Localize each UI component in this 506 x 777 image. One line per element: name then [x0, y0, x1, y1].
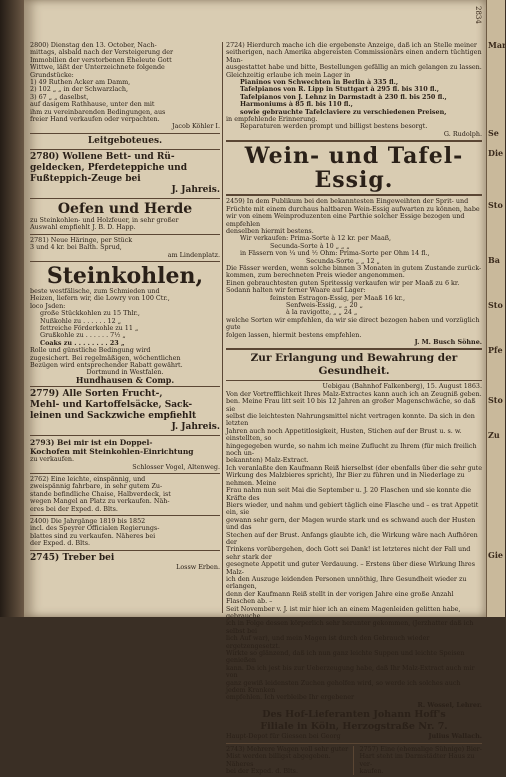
- ad-manure: [226, 746, 354, 776]
- text-line: Trinkens vorübergehen, doch Gott sei Dank! ist letzteres nicht der Fall und sehr stark der: [226, 545, 471, 561]
- text-line: Kochofen mit Steinkohlen-Einrichtung: [30, 447, 194, 457]
- text-line: Pianinos von Schwechten in Berlin à 335 fl.,: [240, 78, 399, 87]
- signature: Jacob Köhler I.: [172, 122, 220, 131]
- text-fragment: Sto: [488, 300, 503, 310]
- signature: Lossw Erben.: [176, 562, 220, 571]
- text-fragment: Gie: [488, 550, 503, 560]
- text-line: Haupt-Depot für Giessen bei Georg: [226, 732, 341, 741]
- text-fragment: Die: [488, 148, 504, 158]
- ad-title: Zur Erlangung und Bewahrung der Gesundheit.: [250, 352, 458, 378]
- text-line: kommen, zum berechneten Preis wieder angenommen.: [226, 271, 405, 280]
- text-line: bei der Exped. d. Blts.: [226, 766, 298, 775]
- text-line: ausgestattet habe und bitte, Bestellungen gefällig an mich gelangen zu lassen.: [226, 63, 482, 72]
- text-line: gewann sehr gern, der Magen wurde stark und es schwand auch der Husten und das: [226, 515, 476, 532]
- text-fragment: Zu: [488, 430, 500, 440]
- headline: Wein- und Tafel-Essig.: [244, 143, 464, 194]
- text-line: zweispännig fahrbare, in sehr gutem Zu-: [30, 482, 163, 491]
- divider: [30, 261, 220, 262]
- divider: [226, 348, 482, 350]
- text-line: Mist werden billigst abgegeben. Näheres: [226, 752, 331, 768]
- text-line: 2762) Eine leichte, einspännig, und: [30, 475, 146, 483]
- ad-chaise: [30, 476, 220, 513]
- text-line: Gleichzeitig erlaube ich mein Lager in: [226, 70, 351, 79]
- text-line: selbst die leichtesten Nahrungsmittel nicht vertragen konnte. Da sich in den letzten: [226, 412, 475, 428]
- ad-blankets: [30, 152, 220, 196]
- text-line: 2724) Hierdurch mache ich die ergebenste Anzeige, daß ich an Stelle meiner: [226, 41, 477, 49]
- ad-treber: [30, 553, 220, 571]
- text-line: eres bei der Exped. d. Blts.: [30, 504, 118, 513]
- ad-gazette: [30, 518, 220, 548]
- text-line: Wittwe, läßt der Unterzeichnete folgende: [30, 63, 165, 72]
- signature: Schlosser Vogel, Altenweg.: [132, 462, 220, 471]
- text-line: Dortmund in Westfalen.: [86, 368, 164, 377]
- page-number: 2834: [474, 6, 482, 24]
- text-line: 2) 102 „ „ in der Schwarzlach,: [30, 85, 129, 94]
- ad-stoves: [30, 201, 220, 232]
- text-line: Von der Vortrefflichkeit Ihres Malz-Extractes kann auch ich an Zeugniß geben.: [226, 389, 482, 398]
- text-line: Grundstücke:: [30, 70, 74, 79]
- text-line: zu verkaufen.: [30, 455, 75, 464]
- text-line: wir von einem Weinproduzenten eine Parthie solcher Essige bezogen und empfehlen: [226, 212, 465, 228]
- price-line: Coaks zu . . . . . . . . 23 „: [40, 338, 125, 347]
- ad-malt-extract: [226, 383, 482, 740]
- signature: G. Rudolph.: [443, 129, 482, 138]
- text-line: Hart steht im Darmstädter Haus zu ver-: [359, 752, 475, 768]
- ad-vinegar: [226, 198, 482, 346]
- price-line: Nußkohle zu . . . . . . 12 „: [40, 316, 122, 325]
- text-line: 2459) In dem Publikum bei den bekanntesten Eingeweihten der Sprit- und: [226, 197, 469, 206]
- newspaper-page: [24, 0, 486, 775]
- text-line: folgen lassen, hiermit bestens empfehlen.: [226, 330, 362, 339]
- divider: [226, 743, 482, 744]
- divider: [30, 435, 220, 436]
- price-line: fettreiche Förderkohle zu 11 „: [40, 323, 139, 332]
- text-line: Fußteppich-Zeuge bei: [30, 173, 141, 184]
- text-line: freier Hand verkaufen oder verpachten.: [30, 115, 160, 124]
- divider: [30, 149, 220, 150]
- signature: J. Jahreis.: [171, 422, 220, 433]
- text-line: Einen gebrauchtesten guten Spritessig verkaufen wir per Maaß zu 6 kr.: [226, 278, 460, 287]
- text-line: Filiale in Köln, Herzogstraße Nr. 7.: [260, 721, 448, 733]
- text-line: loco Jsden:: [30, 301, 66, 310]
- divider: [30, 133, 220, 134]
- text-line: Jahren auch noch Appetitlosigkeit, Husten, Stichen auf der Brust u. s. w. einstellten, so: [226, 426, 462, 443]
- text-line: 1) 49 Ruthen Acker am Damm,: [30, 78, 131, 87]
- book-binding: [0, 0, 24, 617]
- text-line: Reparaturen werden prompt und billigst bestens besorgt.: [240, 122, 428, 131]
- text-line: 2781) Neue Häringe, per Stück: [30, 235, 133, 244]
- text-fragment: Sto: [488, 395, 503, 405]
- text-fragment: Mar: [488, 40, 506, 50]
- text-line: Auswahl empfiehlt J. B. D. Happ.: [30, 223, 136, 232]
- text-line: incl. des Speyrer Officialen Regierungs-: [30, 524, 160, 533]
- price-line: Wir verkaufen: Prima-Sorte à 12 kr. per Maaß,: [240, 234, 392, 243]
- price-line: in Fässern von ¼ und ½ Ohm: Prima-Sorte per Ohm 14 fl.,: [240, 249, 430, 258]
- text-line: 2793) Bei mir ist ein Doppel-: [30, 438, 153, 448]
- divider: [30, 473, 220, 474]
- text-fragment: Se: [488, 128, 499, 138]
- text-line: wegen Mangel an Platz zu verkaufen. Näh-: [30, 497, 170, 506]
- text-fragment: Pfe: [488, 345, 503, 355]
- ad-sacks: [30, 389, 220, 433]
- text-line: 2745) Treber bei: [30, 552, 115, 563]
- divider: [226, 380, 482, 381]
- text-line: zugesichert. Bei regelmäßigen, wöchentlichen: [30, 353, 181, 362]
- price-line: à la ravigotte, „ „ 24 „: [286, 308, 358, 317]
- column-rule: [222, 42, 223, 613]
- text-line: bekannten) Malz-Extract.: [226, 456, 309, 465]
- text-line: geldecken, Pferdeteppiche und: [30, 162, 187, 173]
- signature: J. Jahreis.: [171, 184, 220, 195]
- signature: J. M. Busch Söhne.: [414, 338, 482, 346]
- price-line: Secunda-Sorte „ „ 12 „: [306, 256, 380, 265]
- text-line: 3) 67 „ „ daselbst,: [30, 92, 89, 101]
- text-line: Uebigau (Bahnhof Falkenberg), 15. August 1863.: [322, 382, 482, 391]
- text-line: empfehlen. Ich verbleibe Ihr ergebener: [226, 693, 355, 702]
- text-fragment: Ba: [488, 255, 500, 265]
- text-line: auf dasigem Rathhause, unter den mit: [30, 100, 155, 109]
- text-line: hingegegeben wurde, so nahm ich meine Zuflucht zu Ihrem (für mich freilich noch un-: [226, 441, 477, 458]
- text-line: kann. Da ich jest bis zur Ueberzeugung habe, daß Ihr Malz-Extract auch mir von: [226, 663, 475, 680]
- ad-title: Oefen und Herde: [57, 200, 193, 217]
- text-line: stande befindliche Chaise, Halbverdeck, ist: [30, 489, 171, 498]
- divider: [226, 194, 482, 196]
- price-line: Secunda-Sorte à 10 „ „ „: [270, 241, 350, 250]
- text-line: Rolle und günstliche Bedingung wird: [30, 346, 151, 355]
- section-heading: Leitgeboteues.: [87, 135, 163, 146]
- text-line: ben. Meine Frau litt seit 10 bis 12 Jahren an großer Magenschwäche, so daß sie: [226, 397, 476, 413]
- text-line: Biers wieder, und nahm und gebiert täglich eine Flasche und – es trat Appetit ein, sie: [226, 500, 479, 517]
- text-line: Die Fässer werden, wenn solche binnen 3 Monaten in gutem Zustande zurück-: [226, 263, 482, 272]
- text-line: Mehl- und Kartoffelsäcke, Sack-: [30, 400, 193, 411]
- text-line: ihm zu vereinbarenden Bedingungen, aus: [30, 107, 166, 116]
- price-line: feinsten Estragon-Essig, per Maaß 16 kr.,: [270, 293, 405, 302]
- text-line: am Lindenplatz.: [167, 250, 220, 259]
- text-line: Wirkte so glänzend, daß ich nun ganz leichte Suppen und leichte Speisen genießen: [226, 649, 465, 665]
- text-line: ganz gewiß leidensten Zuchen geholfen wird, so werde ich solches auch jedem Kranken: [226, 678, 461, 695]
- text-line: seitherigen, nach Amerika abgereisten Commissionärs einen andern tüchtigen Man-: [226, 48, 482, 64]
- text-line: 2780) Wollene Bett- und Rü-: [30, 151, 175, 162]
- text-line: Ich veranlaßte den Kaufmann Reiß hierselbst (der ebenfalls über die sehr gute: [226, 463, 482, 472]
- text-line: zu Steinkohlen- und Holzfeuer, in sehr großer: [30, 215, 179, 224]
- text-line: ich den Auszuge leidenden Personen unnöthig, Ihre Gesundheit wieder zu erlangen,: [226, 574, 467, 591]
- text-line: Sodann halten wir ferner Waare auf Lager:: [226, 286, 366, 295]
- price-line: Senfweis-Essig, „ „ 20 „: [286, 300, 363, 309]
- text-line: beste westfälische, zum Schmieden und: [30, 286, 160, 295]
- text-line: welche Sorten wir empfehlen, da wir sie direct bezogen haben und vorzüglich gute: [226, 315, 480, 332]
- text-line: denn der Kaufmann Reiß stellt in der vorigen Jahre eine große Anzahl Flaschen ab. –: [226, 589, 454, 606]
- text-line: 2757) Eine (ehemalige Sühnige) Bier-: [359, 744, 482, 753]
- text-line: gesegnete Appetit und guter Verdauung. – Erstens über diese Wirkung Ihres Malz-: [226, 560, 475, 576]
- ad-coal: [30, 264, 220, 384]
- text-line: kaufen.: [359, 766, 384, 775]
- ad-pianos: [226, 42, 482, 138]
- text-line: Heizen, liefern wir, die Lowry von 100 Ctr.,: [30, 294, 170, 303]
- text-line: 2779) Alle Sorten Frucht-,: [30, 389, 163, 400]
- text-line: Wirkung des Malzbieres spricht), Ihr Bier zu führen und in Niederlage zu nehmen. Meine: [226, 471, 465, 487]
- divider: [30, 386, 220, 387]
- text-line: der Exped. d. Blts.: [30, 539, 91, 548]
- divider: [30, 198, 220, 199]
- text-line: 2743) Mehrere Wagen voll sehr guter: [226, 744, 349, 753]
- signature: Julius Wallach.: [428, 732, 482, 741]
- ad-beer-cart: [360, 746, 483, 776]
- text-line: 2400) Die Jahrgänge 1819 bis 1852: [30, 517, 146, 526]
- text-line: Tafelpianos von R. Lipp in Stuttgart à 295 fl. bis 310 fl.,: [240, 85, 439, 94]
- text-fragment: Sto: [488, 200, 503, 210]
- divider: [30, 515, 220, 516]
- text-line: 3 und 4 kr. bei Balth. Sprud,: [30, 243, 122, 252]
- signature: Hundhausen & Comp.: [75, 374, 175, 385]
- text-line: Seit November v. J. ist mir hier ich an einem Magenleiden gelitten habe, gebrauche: [226, 604, 461, 620]
- text-line: blattes sind zu verkaufen. Näheres bei: [30, 531, 156, 540]
- ad-land-auction: [30, 42, 220, 131]
- text-line: lich Auf war), und mein Magen ist durch den Gebrauch wieder ergetzengesetzt.: [226, 634, 430, 650]
- signature: R. Wossel, Lehrer.: [417, 700, 482, 709]
- divider: [30, 550, 220, 551]
- bottom-ads-row: [226, 746, 482, 777]
- right-column: [226, 41, 482, 775]
- ad-herring: [30, 237, 220, 259]
- text-line: 2800) Dienstag den 13. October, Nach-: [30, 41, 157, 49]
- text-line: Früchte mit einem durchaus haltbaren Wein-Essig aufwarten zu können, habe: [226, 204, 480, 213]
- price-line: Grußkohle zu . . . . . . 7½ „: [40, 331, 126, 340]
- text-line: mittags, alsbald nach der Versteigerung der: [30, 48, 174, 57]
- divider: [30, 234, 220, 235]
- left-column: [30, 42, 220, 613]
- divider: [226, 140, 482, 142]
- text-line: Des Hof-Lieferanten Johann Hoff's: [262, 709, 446, 721]
- text-line: Tafelpianos von J. Lehnz in Darmstadt à 230 fl. bis 250 fl.,: [240, 92, 447, 101]
- text-line: Frau nahm nun seit Mai die September u. J. 20 Flaschen und sie konnte die Kräfte des: [226, 486, 472, 502]
- price-line: große Stückkohlen zu 15 Thlr.,: [40, 309, 140, 318]
- text-line: leinen und Sackzwiche empfiehlt: [30, 411, 197, 422]
- ad-double-stove: [30, 438, 220, 471]
- text-line: sowie gebrauchte Tafelclaviere zu verschiedenen Preisen,: [240, 107, 447, 116]
- text-line: Immobilien der verstorbenen Eheleute Gott: [30, 55, 172, 64]
- text-line: in empfehlende Erinnerung.: [226, 115, 318, 124]
- ad-title: Steinkohlen,: [46, 262, 204, 289]
- text-line: ich in Folge dessen körperlich sehr herunter gekommen, (Jerzhatter daß ich selbst bei: [226, 619, 474, 635]
- text-line: denselben hiermit bestens.: [226, 226, 314, 235]
- adjacent-page-edge: [486, 0, 505, 617]
- text-line: Harmoniums à 85 fl. bis 110 fl.,: [240, 100, 353, 109]
- text-line: Bezügen wird entsprechender Rabatt gewährt.: [30, 360, 183, 369]
- text-line: Stechen auf der Brust. Anfangs glaubte ich, die Wirkung wäre nach Aufhören der: [226, 530, 478, 546]
